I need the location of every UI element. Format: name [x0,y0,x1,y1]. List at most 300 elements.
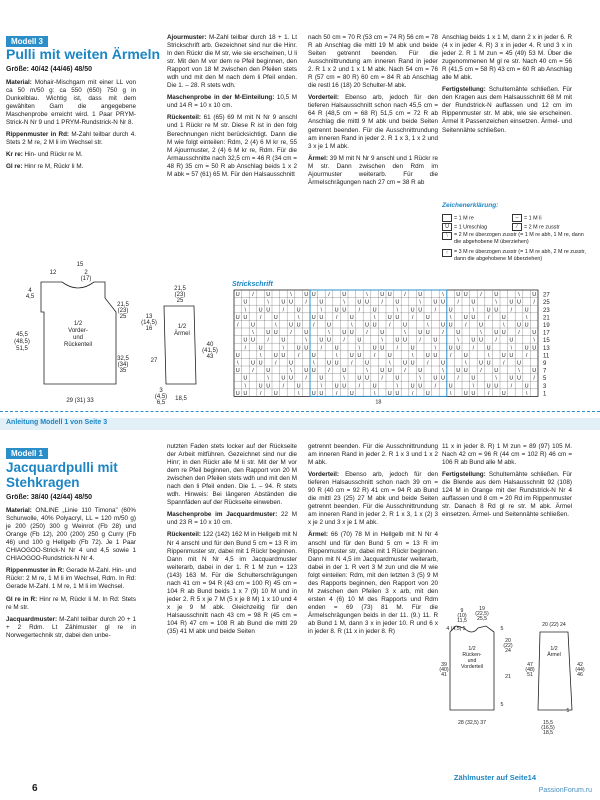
chart-symbol: U [448,322,453,329]
chart-symbol: / [465,322,467,329]
chart-symbol: U [342,383,347,390]
dimension-label: (48) [525,667,535,673]
chart-symbol: U [441,299,445,306]
chart-symbol: / [449,352,452,359]
legend-title: Zeichenerklärung: [442,202,499,209]
chart-symbol: \ [373,314,376,321]
dimension-label: 9 [460,608,464,614]
chart-symbol: U [296,307,301,314]
chart-symbol: U [289,360,293,367]
chart-symbol: U [486,307,491,314]
chart-symbol: \ [487,352,490,359]
chart-symbol: U [365,360,369,367]
chart-symbol: U [235,352,240,359]
chart-symbol: U [463,390,468,397]
chart-symbol: U [327,337,331,344]
chart-symbol: U [311,368,316,375]
dimension-label: (4,5) [154,394,168,400]
chart-symbol: U [395,314,400,321]
chart-symbol: / [320,345,323,352]
text-column-1 [6,66,136,176]
chart-symbol: U [410,383,415,390]
dimension-label: 21 [505,674,511,680]
article-title: Pulli mit weiten Ärmeln [6,46,161,62]
chart-symbol: U [243,314,248,321]
chart-symbol: \ [389,360,391,367]
text-column-3 [308,34,438,191]
chart-symbol: / [396,345,399,352]
paragraph: Rippenmuster in R: Gerade M-Zahl. Hin- und Rückr: 2 M re, 1 M li im Wechsel, Rdm. In Rd: Gerade M-Zahl. 1 M re, 1 M li im Wechsel. [6,567,136,591]
chart-symbol: / [404,368,406,375]
paragraph: Rippenmuster in Rd: M-Zahl teilbar durch 4. Stets 2 M re, 2 M li im Wechsel str. [6,131,136,147]
chart-symbol: U [349,390,354,397]
text-column-8 [442,443,572,523]
chart-symbol: U [380,330,385,337]
knitting-chart [232,288,577,406]
chart-symbol: \ [373,390,376,397]
paragraph: getrennt beenden. Für die Ausschnittrundung am inneren Rand in jeder 2. R 1 x 3 und 1 x 2 M abk. [308,443,438,467]
chart-symbol: U [517,375,521,382]
chart-symbol: \ [275,322,277,329]
chart-symbol: \ [404,330,406,337]
pattern-reference: Zählmuster auf Seite14 [453,773,536,782]
chart-symbol: U [532,330,537,337]
text-column-2 [167,34,297,183]
paragraph: Gl re in R: Hinr re M, Rückr li M. In Rd: Stets re M str. [6,595,136,611]
chart-symbol: \ [252,330,254,337]
chart-symbol: \ [305,337,307,344]
chart-symbol: / [533,375,535,382]
chart-symbol: U [296,322,301,329]
dimension-label: 20 [505,638,511,644]
chart-symbol: U [448,383,453,390]
chart-symbol: / [487,390,490,397]
chart-symbol: U [479,322,483,329]
chart-symbol: U [281,375,286,382]
chart-symbol: \ [495,375,497,382]
chart-symbol: / [381,375,383,382]
section-divider [0,411,600,412]
chart-symbol: U [327,360,331,367]
dimension-label: 5 [500,626,504,632]
chart-symbol: U [334,307,339,314]
chart-symbol: U [456,292,461,299]
sk2p-icon: ↑ [442,249,452,257]
chart-symbol: \ [381,337,383,344]
dimension-label: Vorderteil [461,664,483,670]
dimension-label: 5 [566,708,570,714]
row-number: 15 [543,338,550,345]
dimension-label: und [72,335,84,341]
chart-symbol: \ [366,292,368,299]
chart-symbol: \ [366,368,368,375]
article-title-2: Jacquardpulli mit Stehkragen [6,460,118,490]
chart-symbol: U [403,337,407,344]
paragraph: Jacquardmuster: M-Zahl teilbar durch 20 + 1 + 2 Rdm. Lt Zählmuster gl re in Norwegertechnik str, dabei den unbe- [6,615,136,639]
row-number: 5 [543,376,547,383]
paragraph: Gl re: Hinr re M, Rückr li M. [6,163,84,171]
chart-symbol: U [319,337,324,344]
dimension-label: (44) [575,667,585,673]
paragraph: Ärmel: 66 (70) 78 M in Hellgelb mit N Nr 4 anschl und für den Bund 5 cm = 13 R im Rippenmuster str, dabei mit 1 Rückr beginnen. Dann mit N 4,5 im Jacquardmuster weiterarb, dabei in der 1. R vert 3 M zun und die M wie folgt einteilen: Rdm, mit den letzten 3 (5) 9 M des Rapports beginnen, den Rapport von 20 M zwischen den Pfeilen 3 x arb, mit den ersten 4 (6) 10 M des Rapports und Rdm enden = 69 (73) 81 M. Für die Ärmelschrägungen beids in der 11. (9.) 11. R ab Bund 1 M, dann 3 x in jeder 10. R und 6 x in jeder 8. R (11 x in jeder 8. R) [308,531,438,636]
chart-symbol: U [418,368,423,375]
chart-symbol: / [282,307,285,314]
chart-symbol: U [486,383,491,390]
chart-symbol: U [281,337,286,344]
chart-symbol: \ [449,314,452,321]
paragraph: Fertigstellung: Schulternähte schließen. Für den Kragen aus dem Halsausschnitt 68 M mit der Rundstrick-N auffassen und 12 cm im Rippenmuster str. M abk, wie sie erscheinen. Ärmel lt Passenzeichen einsetzen. Ärmel- und Seitennähte schließen. [442,86,572,134]
chart-symbol: \ [343,375,345,382]
chart-symbol: U [425,390,430,397]
dimension-label: 40 [206,342,214,348]
dimension-label: 42 [577,662,583,668]
chart-symbol: \ [237,360,239,367]
chart-symbol: U [380,345,385,352]
chart-symbol: / [480,368,482,375]
chart-symbol: U [273,330,278,337]
chart-symbol: U [372,383,377,390]
chart-symbol: / [366,330,368,337]
chart-symbol: U [479,337,483,344]
dimension-label: 47 [527,662,533,668]
chart-symbol: U [251,360,255,367]
chart-symbol: U [311,390,316,397]
dimension-label: (14,5) [141,320,157,326]
chart-symbol: U [266,307,271,314]
chart-symbol: U [235,292,240,299]
paragraph: Ajourmuster: M-Zahl teilbar durch 18 + 1. Lt Strickschrift arb. Gezeichnet sind nur die Hinr. In den Rückr die M str, wie sie erscheinen, U li str. Mit den M vor dem re Pfeil beginnen, den Rapport von 18 M zwischen den Pfeilen stets wdh und mit den M nach dem li Pfeil enden. Die 1. – 28. R stets wdh. [167,34,297,90]
chart-symbol: / [305,299,307,306]
dimension-label: 46 [577,672,583,678]
chart-symbol: / [419,337,421,344]
dimension-label: 41 [441,672,447,678]
dimension-label: 35 [119,368,127,374]
chart-symbol: U [266,368,271,375]
paragraph: Material: Mohair-Mischgarn mit einer LL von ca 50 m/50 g: ca 550 (650) 750 g in Dunkelblau. Wichtig ist, dass mit dem gewählten Garn die angegebene Maschenprobe erreicht wird. 1 Paar PRYM-Strick-N Nr 9 und 1 PRYM-Rundstrick-N Nr 8. [6,79,136,127]
chart-symbol: U [311,292,316,299]
chart-symbol: U [273,314,278,321]
chart-symbol: / [252,368,254,375]
dimension-label: (17) [80,276,92,282]
yarnover-icon: U [442,223,452,231]
chart-symbol: / [313,322,315,329]
text-column-4 [442,34,572,139]
chart-symbol: \ [495,299,497,306]
chart-symbol: U [304,368,309,375]
chart-symbol: / [457,299,459,306]
chart-symbol: U [349,314,354,321]
chart-symbol: \ [419,375,421,382]
chart-symbol: U [342,330,347,337]
chart-symbol: U [281,352,286,359]
chart-symbol: / [510,383,513,390]
chart-symbol: U [327,322,331,329]
legend-item: U = 1 Umschlag [442,223,487,231]
chart-symbol: U [273,390,278,397]
chart-symbol: U [448,345,453,352]
chart-symbol: U [463,352,468,359]
dimension-label: 45,5 [16,332,28,338]
chart-symbol: U [342,368,347,375]
chart-symbol: \ [358,345,361,352]
chart-symbol: / [442,330,444,337]
paragraph: Fertigstellung: Schulternähte schließen. Für die Blende aus dem Halsausschnitt 92 (108) 124 M in Orange mit der Rundstrick-N Nr 4 auffassen und 8 cm = 20 Rd im Rippenmuster str. Danach 8 Rd gl re str. M abk. Ärmel einsetzen. Ärmel- und Seitennähte schließen. [442,471,572,519]
chart-symbol: U [517,360,521,367]
chart-symbol: / [389,322,391,329]
dimension-label: 25 [176,298,184,304]
purl-icon: – [512,214,522,222]
chart-symbol: / [282,383,285,390]
chart-symbol: U [441,375,445,382]
dimension-label: (23) [117,308,129,314]
chart-symbol: \ [525,390,528,397]
page-number: 6 [32,783,38,794]
dimension-label: 1/2 [177,324,187,330]
chart-symbol: U [524,322,529,329]
chart-symbol: / [427,360,429,367]
chart-symbol: / [328,292,330,299]
chart-symbol: / [252,292,254,299]
chart-symbol: U [395,390,400,397]
chart-symbol: \ [518,368,520,375]
chart-symbol: / [237,322,239,329]
chart-symbol: U [448,307,453,314]
chart-symbol: U [304,345,309,352]
dimension-label: (41,5) [202,348,218,354]
chart-symbol: U [501,314,506,321]
chart-symbol: U [433,375,438,382]
chart-symbol: \ [290,368,292,375]
chart-symbol: U [243,375,248,382]
chart-symbol: U [387,292,392,299]
chart-symbol: \ [480,330,482,337]
legend-item: ⁄ = 2 M re zusstr [512,223,560,231]
chart-symbol: U [243,299,248,306]
chart-symbol: U [494,383,499,390]
chart-symbol: \ [510,345,513,352]
chart-symbol: U [304,292,309,299]
chart-symbol: U [433,299,438,306]
chart-symbol: U [349,352,354,359]
chart-symbol: \ [449,390,452,397]
chart-symbol: U [494,368,499,375]
chart-symbol: U [471,314,476,321]
chart-symbol: U [365,299,369,306]
dimension-label: 4,5 [25,294,35,300]
row-number: 1 [543,391,547,398]
chart-symbol: / [305,375,307,382]
paragraph: Größe: 38/40 (42/44) 48/50 [6,494,93,501]
paragraph: nutzten Faden stets locker auf der Rückseite der Arbeit mitführen. Gezeichnet sind nur die Hinr; in den Rückr alle M li str. Mit der M vor dem re Pfeil beginnen, den Rapport von 20 M zwischen den Pfeilen stets wdh und mit den M nach den li Pfeil enden. Die 1. – 94. R stets wdh. Hinweis: Bei längeren Abständen die Spannfäden auf der Rückseite einweben. [167,443,297,507]
chart-symbol: U [243,337,248,344]
row-number: 17 [543,330,550,337]
dimension-label: 25,5 [476,616,488,622]
dimension-label: 51 [527,672,533,678]
chart-symbol: U [357,299,362,306]
chart-symbol: U [425,352,430,359]
chart-symbol: U [296,383,301,390]
row-number: 13 [543,345,550,352]
row-number: 11 [543,353,550,360]
chart-symbol: U [517,322,521,329]
chart-symbol: / [480,292,482,299]
chart-symbol: U [532,292,537,299]
chart-symbol: U [395,375,400,382]
chart-symbol: / [404,292,406,299]
paragraph: Maschenprobe in der M-Einteilung: 10,5 M und 14 R = 10 x 10 cm. [167,94,297,110]
row-number: 27 [543,292,550,299]
chart-symbol: \ [427,322,429,329]
text-column-7 [308,443,438,640]
chart-symbol: / [259,314,262,321]
chart-symbol: U [273,352,278,359]
dimension-label: 3 [159,388,163,394]
chart-symbol: \ [282,345,285,352]
chart-symbol: \ [267,375,269,382]
chart-symbol: U [471,390,476,397]
chart-symbol: U [501,352,506,359]
chart-symbol: U [319,390,324,397]
dimension-label: Rückenteil [63,342,93,348]
chart-symbol: / [472,345,475,352]
chart-symbol: / [518,330,520,337]
paragraph: nach 50 cm = 70 R (53 cm = 74 R) 56 cm = 78 R ab Anschlag die mittl 19 M abk und beide Seiten getrennt beenden. Für die Ausschnittrundung am inneren Rand in jeder 2. R 1 x 2 und 1 x 1 M abk. Nach 54 cm = 76 R (57 cm = 80 R) 60 cm = 84 R ab Anschlag die restl 16 (18) 20 Schulter-M abk. [308,34,438,90]
chart-symbol: / [351,360,353,367]
chart-symbol: / [358,307,361,314]
row-number: 21 [543,315,550,322]
dimension-label: 13 [145,314,153,320]
chart-symbol: U [456,345,461,352]
paragraph: 11 x in jeder 8. R) 1 M zun = 89 (97) 105 M. Nach 42 cm = 96 R (44 cm = 102 R) 46 cm = 106 R ab Bund alle M abk. [442,443,572,467]
dimension-label: 11,5 [457,618,467,624]
chart-symbol: U [311,352,316,359]
chart-symbol: / [259,390,262,397]
chart-symbol: / [290,330,292,337]
chart-symbol: U [319,299,324,306]
chart-symbol: U [403,360,407,367]
chart-symbol: \ [297,314,300,321]
dimension-label: (23) [174,292,186,298]
chart-symbol: U [380,368,385,375]
dimension-label: 2 [84,270,88,276]
chart-symbol: / [411,314,414,321]
dimension-label: 1/2 [73,321,83,327]
chart-symbol: / [275,360,277,367]
chart-symbol: \ [419,299,421,306]
chart-symbol: \ [411,352,414,359]
chart-symbol: \ [313,360,315,367]
model-tag-2: Modell 1 [6,448,48,459]
paragraph: Vorderteil: Ebenso arb, jedoch für den tieferen Halsausschnitt schon nach 45,5 cm = 64 R (48,5 cm = 68 R) 51,5 cm = 72 R ab Anschlag die mittl 9 M abk und beide Seiten getrennt beenden. Für die Ausschnittrundung am inneren Rand in jeder 2. R 1 x 3, 1 x 2 und 3 x je 1 M abk. [308,94,438,150]
dimension-label: 1/2 [468,646,476,652]
dimension-label: 18,5 [542,730,554,736]
chart-symbol: / [495,337,497,344]
chart-symbol: U [342,292,347,299]
model-tag: Modell 3 [6,36,48,47]
sleeve-outline [538,632,572,710]
chart-symbol: U [425,330,430,337]
chart-symbol: / [358,383,361,390]
chart-symbol: U [524,307,529,314]
dimension-label: 1/2 [550,646,558,652]
knit-icon [442,214,452,222]
dimension-label: 25 [119,314,127,320]
dimension-label: und [467,658,477,664]
chart-symbol: U [319,314,324,321]
chart-symbol: \ [343,299,345,306]
chart-symbol: \ [244,383,247,390]
paragraph: Vorderteil: Ebenso arb, jedoch für den tieferen Halsausschnitt schon nach 39 cm = 90 R (40 cm = 92 R) 41 cm = 94 R ab Bund die mittl 23 (25) 27 M abk und beide Seiten getrennt beenden. Für die Ausschnittrundung am inneren Rand in jeder 2. R 1 x 3, 1 x (2) 3 x je 2 und 3 x je 1 M abk. [308,471,438,527]
chart-symbol: U [425,314,430,321]
chart-symbol: U [418,307,423,314]
chart-symbol: / [510,307,513,314]
dimension-label: 15,5 [542,720,554,726]
chart-symbol: U [509,352,514,359]
paragraph: Ärmel: 39 M mit N Nr 9 anschl und 1 Rückr re M str. Dann zwischen den Rdm im Ajourmuster weiterarb. Für die Ärmelschrägungen nach 27 cm = 38 R ab [308,154,438,186]
chart-symbol: U [456,330,461,337]
dimension-label: (40) [439,667,449,673]
dimension-label: 19 [479,606,485,612]
sleeve-outline [164,306,196,384]
chart-symbol: U [235,390,240,397]
chart-symbol: U [501,390,506,397]
dimension-label: 4 (4,5) 5 [446,626,466,632]
chart-symbol: \ [442,292,444,299]
chart-symbol: \ [335,352,338,359]
chart-title: Strickschrift [232,281,273,288]
chart-symbol: U [395,299,400,306]
chart-symbol: U [266,330,271,337]
dimension-label: 51,5 [16,346,28,352]
watermark: PassionForum.ru [538,787,592,794]
dimension-label: 12 [49,270,57,276]
chart-symbol: / [297,352,300,359]
chart-symbol: U [243,390,248,397]
chart-symbol: U [509,299,514,306]
chart-symbol: \ [396,383,399,390]
chart-symbol: \ [297,390,300,397]
chart-symbol: \ [396,307,399,314]
chart-symbol: \ [320,383,323,390]
dimension-label: 5 [500,702,504,708]
chart-symbol: U [357,375,362,382]
chart-symbol: / [434,383,437,390]
chart-symbol: \ [320,307,323,314]
dimension-label: 39 [441,662,447,668]
chart-symbol: \ [525,314,528,321]
chart-symbol: U [289,322,293,329]
chart-symbol: U [387,390,392,397]
symbol-legend [442,202,586,262]
chart-symbol: \ [244,307,247,314]
chart-symbol: / [457,375,459,382]
chart-symbol: U [532,345,537,352]
dimension-label: Vorder- [68,328,88,334]
dimension-label: Rücken- [462,652,482,658]
chart-symbol: U [410,360,415,367]
chart-symbol: U [395,337,400,344]
dimension-label: 43 [206,354,214,360]
chart-symbol: U [471,337,476,344]
paragraph: Rückenteil: 122 (142) 162 M in Hellgelb mit N Nr 4 anschl und für den Bund 5 cm = 13 R im Rippenmuster str, dabei mit 1 Rückr beginnen. Dann mit N Nr 4,5 im Jacquardmuster weiterarb, dabei in der 1. R 1 M zun = 123 (143) 163 M. Für die Schulterschrägungen nach 41 cm = 94 R (43 cm = 100 R) 45 cm = 104 R ab Bund beids 1 x 7 (9) 10 M und in jeder 2. R 5 x je 7 M (5 x je 8 M) 1 x 10 und 4 x je 9 M abk. Gleichzeitig für den Halsausschnitt nach 43 cm = 98 R (45 cm = 104 R) 47 cm = 108 R ab Bund die mittl 29 (35) 41 M abk und beide Seiten [167,531,297,636]
chart-symbol: U [266,383,271,390]
chart-symbol: U [258,307,263,314]
chart-symbol: / [373,352,376,359]
repeat-label: 18 [375,399,382,406]
chart-symbol: U [509,337,514,344]
chart-symbol: U [304,330,309,337]
chart-symbol: / [335,314,338,321]
